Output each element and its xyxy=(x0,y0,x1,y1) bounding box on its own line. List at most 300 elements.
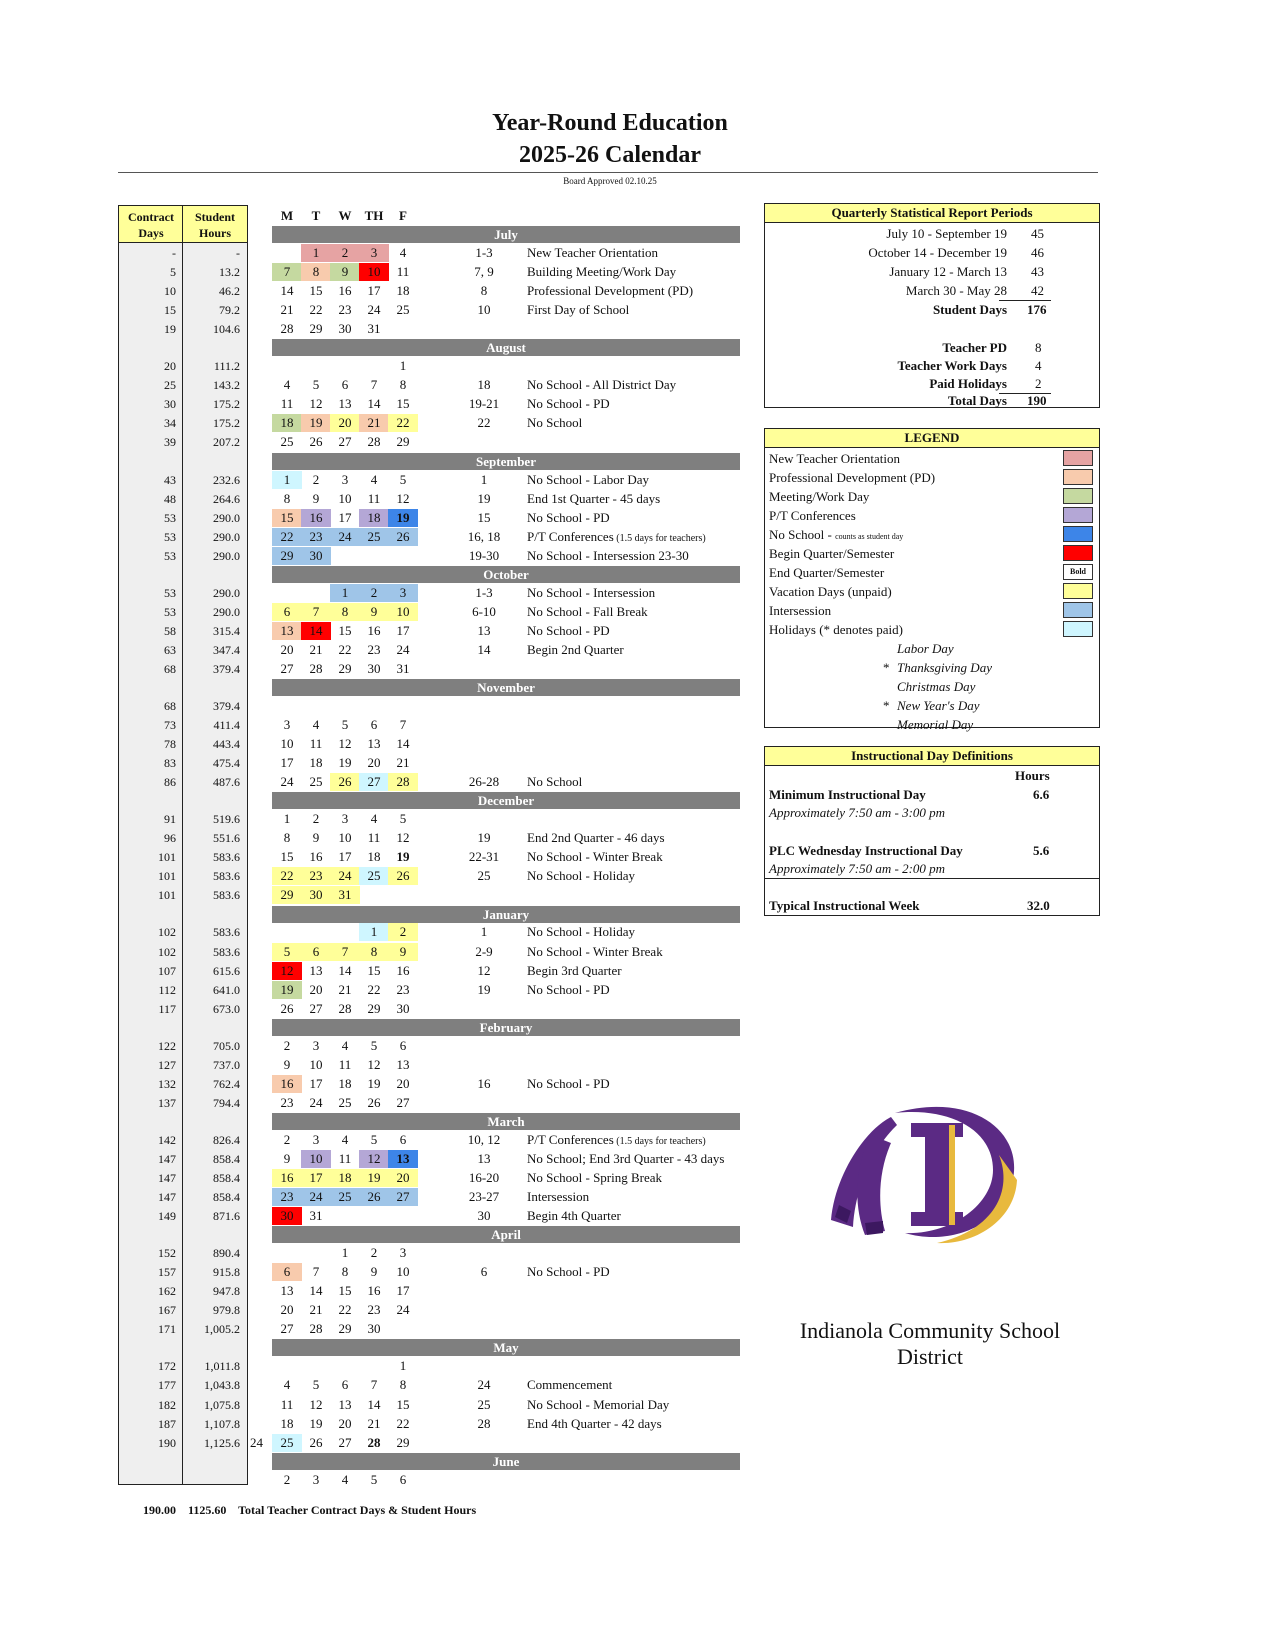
calendar-day: 6 xyxy=(341,1377,349,1392)
calendar-day: 5 xyxy=(399,472,407,487)
calendar-day: 28 xyxy=(367,434,381,449)
event-date: 25 xyxy=(477,868,491,883)
calendar-day: 18 xyxy=(396,283,410,298)
quarter-days: 43 xyxy=(1031,264,1044,279)
calendar-day: 9 xyxy=(370,1264,378,1279)
event-description: End 1st Quarter - 45 days xyxy=(527,491,661,506)
contract-days-cell: 39 xyxy=(164,435,176,449)
contract-days-cell: 171 xyxy=(158,1322,176,1336)
event-description: No School - PD xyxy=(527,1076,610,1091)
paid-holidays-label: Paid Holidays xyxy=(929,376,1007,391)
calendar-day: 10 xyxy=(388,603,418,621)
student-hours-cell: 1,011.8 xyxy=(204,1359,240,1373)
calendar-day: 12 xyxy=(309,396,323,411)
calendar-day: 15 xyxy=(272,509,302,527)
calendar-day: 5 xyxy=(341,717,349,732)
calendar-day: 19 xyxy=(338,755,352,770)
calendar-day: 19 xyxy=(396,849,410,864)
calendar-day: 3 xyxy=(312,1132,320,1147)
event-description: No School - PD xyxy=(527,1264,610,1279)
event-date: 26-28 xyxy=(468,774,500,789)
calendar-day: 14 xyxy=(309,1283,323,1298)
calendar-day: 11 xyxy=(280,396,294,411)
student-hours-cell: 583.6 xyxy=(213,850,240,864)
contract-days-cell: - xyxy=(172,246,176,260)
calendar-day: 25 xyxy=(359,867,389,885)
quarterly-report-box xyxy=(764,203,1100,408)
quarter-days: 42 xyxy=(1031,283,1044,298)
weekday-label: M xyxy=(280,208,294,223)
contract-days-cell: 48 xyxy=(164,492,176,506)
calendar-day: 21 xyxy=(280,302,294,317)
event-description: No School - Intersession 23-30 xyxy=(527,548,689,563)
quarter-period: July 10 - September 19 xyxy=(886,226,1007,241)
contract-days-cell: 101 xyxy=(158,888,176,902)
contract-days-cell: 187 xyxy=(158,1417,176,1431)
calendar-day: 1 xyxy=(341,1245,349,1260)
event-date: 22-31 xyxy=(468,849,500,864)
calendar-day: 31 xyxy=(330,886,360,904)
calendar-day: 13 xyxy=(388,1150,418,1168)
contract-days-cell: 86 xyxy=(164,775,176,789)
calendar-day: 22 xyxy=(338,642,352,657)
calendar-day: 27 xyxy=(280,661,294,676)
event-description: No School - Holiday xyxy=(527,868,635,883)
event-date: 1 xyxy=(480,472,488,487)
contract-days-cell: 147 xyxy=(158,1152,176,1166)
contract-days-cell: 83 xyxy=(164,756,176,770)
event-date: 30 xyxy=(477,1208,491,1223)
event-description: Begin 3rd Quarter xyxy=(527,963,622,978)
calendar-day: 8 xyxy=(283,830,291,845)
calendar-day: 21 xyxy=(338,982,352,997)
plc-day-label: PLC Wednesday Instructional Day xyxy=(769,843,963,858)
calendar-day: 1 xyxy=(272,471,302,489)
calendar-day: 19 xyxy=(388,509,418,527)
calendar-day: 9 xyxy=(330,263,360,281)
calendar-day: 18 xyxy=(367,849,381,864)
event-description: New Teacher Orientation xyxy=(527,245,658,260)
contract-days-cell: 73 xyxy=(164,718,176,732)
contract-days-cell: 152 xyxy=(158,1246,176,1260)
calendar-day: 3 xyxy=(388,584,418,602)
student-hours-cell: 737.0 xyxy=(213,1058,240,1072)
student-hours-cell: 858.4 xyxy=(213,1190,240,1204)
week-hours: 32.0 xyxy=(1027,898,1050,913)
calendar-day: 7 xyxy=(399,717,407,732)
event-date: 8 xyxy=(480,283,488,298)
student-hours-cell: 347.4 xyxy=(213,643,240,657)
calendar-day: 26 xyxy=(280,1001,294,1016)
weekday-label: F xyxy=(399,208,407,223)
event-date: 19 xyxy=(477,491,491,506)
event-date: 2-9 xyxy=(475,944,493,959)
calendar-day: 3 xyxy=(312,1038,320,1053)
student-hours-cell: 13.2 xyxy=(219,265,240,279)
calendar-day: 24 xyxy=(330,528,360,546)
month-header: December xyxy=(272,792,740,809)
contract-days-cell: 68 xyxy=(164,699,176,713)
calendar-day: 10 xyxy=(280,736,294,751)
calendar-day: 5 xyxy=(312,1377,320,1392)
calendar-day: 3 xyxy=(312,1472,320,1487)
event-date: 19-21 xyxy=(468,396,500,411)
calendar-day: 4 xyxy=(283,377,291,392)
event-date: 16 xyxy=(477,1076,491,1091)
calendar-day: 2 xyxy=(312,811,320,826)
event-date: 16-20 xyxy=(468,1170,500,1185)
calendar-day: 3 xyxy=(359,244,389,262)
student-hours-cell: 232.6 xyxy=(213,473,240,487)
calendar-day: 30 xyxy=(367,661,381,676)
contract-days-cell: 15 xyxy=(164,303,176,317)
total-days-label: Total Days xyxy=(947,393,1007,408)
contract-days-cell: 30 xyxy=(164,397,176,411)
district-name-line2: District xyxy=(897,1344,963,1369)
legend-item-label: Begin Quarter/Semester xyxy=(769,546,895,561)
indianola-i-logo xyxy=(825,1095,1035,1265)
work-days-label: Teacher Work Days xyxy=(897,358,1007,373)
contract-days-cell: 53 xyxy=(164,549,176,563)
teacher-pd-label: Teacher PD xyxy=(942,340,1007,355)
calendar-day: 25 xyxy=(309,774,323,789)
calendar-day: 10 xyxy=(301,1150,331,1168)
may-extra-day: 24 xyxy=(250,1435,263,1450)
quarterly-report-title: Quarterly Statistical Report Periods xyxy=(765,204,1099,223)
legend-item-label: Meeting/Work Day xyxy=(769,489,870,504)
calendar-day: 22 xyxy=(272,867,302,885)
student-hours-cell: 315.4 xyxy=(213,624,240,638)
calendar-day: 23 xyxy=(367,1302,381,1317)
calendar-day: 30 xyxy=(301,886,331,904)
calendar-day: 25 xyxy=(359,528,389,546)
calendar-day: 20 xyxy=(396,1076,410,1091)
calendar-day: 5 xyxy=(370,1132,378,1147)
event-description: First Day of School xyxy=(527,302,630,317)
student-hours-cell: 641.0 xyxy=(213,983,240,997)
totals-label: Total Teacher Contract Days & Student Hours xyxy=(238,1503,477,1517)
event-description: No School - Winter Break xyxy=(527,849,663,864)
calendar-day: 27 xyxy=(309,1001,323,1016)
student-hours-cell: 175.2 xyxy=(213,397,240,411)
calendar-day: 26 xyxy=(359,1188,389,1206)
event-description: No School - Winter Break xyxy=(527,944,663,959)
event-date: 19 xyxy=(477,982,491,997)
calendar-day: 23 xyxy=(396,982,410,997)
calendar-day: 13 xyxy=(309,963,323,978)
calendar-day: 21 xyxy=(309,642,323,657)
legend-swatch xyxy=(1063,621,1093,637)
calendar-day: 29 xyxy=(396,434,410,449)
calendar-day: 13 xyxy=(272,622,302,640)
contract-days-cell: 132 xyxy=(158,1077,176,1091)
contract-days-cell: 96 xyxy=(164,831,176,845)
calendar-day: 1 xyxy=(283,811,291,826)
legend-swatch xyxy=(1063,450,1093,466)
event-description: No School - PD xyxy=(527,396,610,411)
event-description: No School xyxy=(527,415,583,430)
contract-days-cell: 78 xyxy=(164,737,176,751)
calendar-day: 28 xyxy=(280,321,294,336)
holiday-name: Thanksgiving Day xyxy=(897,660,992,675)
event-date: 22 xyxy=(477,415,491,430)
calendar-day: 20 xyxy=(280,1302,294,1317)
calendar-day: 23 xyxy=(301,528,331,546)
calendar-day: 6 xyxy=(399,1472,407,1487)
calendar-day: 31 xyxy=(396,661,410,676)
calendar-day: 23 xyxy=(367,642,381,657)
calendar-day: 15 xyxy=(338,623,352,638)
calendar-day: 22 xyxy=(309,302,323,317)
calendar-day: 28 xyxy=(338,1001,352,1016)
calendar-day: 5 xyxy=(399,811,407,826)
event-description: No School - PD xyxy=(527,623,610,638)
month-header: February xyxy=(272,1019,740,1036)
legend-item-label: Intersession xyxy=(769,603,832,618)
contract-days-cell: 147 xyxy=(158,1171,176,1185)
calendar-day: 10 xyxy=(309,1057,323,1072)
contract-days-cell: 53 xyxy=(164,530,176,544)
legend-swatch xyxy=(1063,469,1093,485)
hours-header: Hours xyxy=(1015,768,1050,783)
student-hours-cell: 290.0 xyxy=(213,511,240,525)
contract-days-cell: 53 xyxy=(164,511,176,525)
week-label: Typical Instructional Week xyxy=(769,898,920,913)
calendar-day: 19 xyxy=(272,981,302,999)
legend-swatch xyxy=(1063,583,1093,599)
calendar-day: 15 xyxy=(280,849,294,864)
event-date: 13 xyxy=(477,1151,491,1166)
calendar-day: 21 xyxy=(309,1302,323,1317)
calendar-day: 19 xyxy=(359,1169,389,1187)
calendar-day: 30 xyxy=(301,547,331,565)
legend-swatch xyxy=(1063,526,1093,542)
student-days-value: 176 xyxy=(1027,302,1047,317)
legend-item-label: P/T Conferences xyxy=(769,508,856,523)
quarter-days: 45 xyxy=(1031,226,1044,241)
calendar-day: 18 xyxy=(272,414,302,432)
calendar-day: 19 xyxy=(301,414,331,432)
holiday-name: Memorial Day xyxy=(897,717,974,732)
event-description: End 4th Quarter - 42 days xyxy=(527,1416,662,1431)
calendar-day: 11 xyxy=(367,491,381,506)
student-hours-header: Student Hours xyxy=(182,205,248,243)
event-date: 28 xyxy=(477,1416,491,1431)
calendar-day: 18 xyxy=(280,1416,294,1431)
contract-days-cell: 102 xyxy=(158,945,176,959)
event-description: Begin 4th Quarter xyxy=(527,1208,621,1223)
student-hours-cell: 947.8 xyxy=(213,1284,240,1298)
calendar-day: 16 xyxy=(367,623,381,638)
calendar-day: 26 xyxy=(388,867,418,885)
student-hours-cell: 379.4 xyxy=(213,699,240,713)
calendar-day: 12 xyxy=(367,1057,381,1072)
event-description: P/T Conferences (1.5 days for teachers) xyxy=(527,1132,706,1147)
event-date: 18 xyxy=(477,377,491,392)
total-days-value: 190 xyxy=(1027,393,1047,408)
instructional-divider xyxy=(765,878,1099,879)
calendar-day: 22 xyxy=(272,528,302,546)
calendar-day: 2 xyxy=(330,244,360,262)
calendar-day: 9 xyxy=(283,1057,291,1072)
calendar-day: 20 xyxy=(330,414,360,432)
month-header: September xyxy=(272,453,740,470)
calendar-day: 19 xyxy=(309,1416,323,1431)
student-hours-cell: 1,005.2 xyxy=(204,1322,240,1336)
month-header: May xyxy=(272,1339,740,1356)
contract-days-cell: 58 xyxy=(164,624,176,638)
calendar-day: 4 xyxy=(341,1132,349,1147)
calendar-day: 14 xyxy=(301,622,331,640)
month-header: August xyxy=(272,339,740,356)
calendar-day: 26 xyxy=(388,528,418,546)
contract-days-cell: 10 xyxy=(164,284,176,298)
calendar-day: 25 xyxy=(338,1095,352,1110)
legend-title: LEGEND xyxy=(765,429,1099,448)
student-hours-cell: - xyxy=(236,246,240,260)
event-description: No School - PD xyxy=(527,982,610,997)
calendar-day: 8 xyxy=(399,1377,407,1392)
event-description: Begin 2nd Quarter xyxy=(527,642,624,657)
contract-days-cell: 20 xyxy=(164,359,176,373)
quarter-days: 46 xyxy=(1031,245,1044,260)
calendar-day: 8 xyxy=(359,943,389,961)
contract-days-cell: 117 xyxy=(158,1002,176,1016)
student-hours-cell: 143.2 xyxy=(213,378,240,392)
min-day-label: Minimum Instructional Day xyxy=(769,787,926,802)
calendar-day: 16 xyxy=(272,1169,302,1187)
contract-days-cell: 102 xyxy=(158,925,176,939)
student-hours-cell: 551.6 xyxy=(213,831,240,845)
legend-item-label: End Quarter/Semester xyxy=(769,565,885,580)
calendar-day: 29 xyxy=(338,1321,352,1336)
calendar-day: 10 xyxy=(338,491,352,506)
calendar-day: 7 xyxy=(370,1377,378,1392)
calendar-day: 4 xyxy=(341,1038,349,1053)
student-hours-cell: 443.4 xyxy=(213,737,240,751)
calendar-day: 15 xyxy=(396,396,410,411)
calendar-day: 9 xyxy=(312,830,320,845)
calendar-day: 26 xyxy=(330,773,360,791)
contract-days-cell: 167 xyxy=(158,1303,176,1317)
calendar-day: 25 xyxy=(396,302,410,317)
calendar-day: 8 xyxy=(330,603,360,621)
calendar-day: 8 xyxy=(301,263,331,281)
legend-item-label: Vacation Days (unpaid) xyxy=(769,584,892,599)
legend-note: counts as student day xyxy=(835,532,904,541)
holiday-name: Christmas Day xyxy=(897,679,976,694)
calendar-day: 8 xyxy=(283,491,291,506)
calendar-day: 21 xyxy=(359,414,389,432)
calendar-day: 17 xyxy=(338,510,352,525)
event-description: No School - All District Day xyxy=(527,377,677,392)
calendar-day: 14 xyxy=(280,283,294,298)
calendar-day: 24 xyxy=(280,774,294,789)
calendar-day: 3 xyxy=(341,472,349,487)
student-hours-cell: 583.6 xyxy=(213,869,240,883)
month-header: October xyxy=(272,566,740,583)
calendar-day: 2 xyxy=(388,923,418,941)
event-date: 19-30 xyxy=(468,548,500,563)
calendar-day: 11 xyxy=(309,736,323,751)
calendar-day: 1 xyxy=(399,1358,407,1373)
calendar-day: 30 xyxy=(367,1321,381,1336)
approval-note: Board Approved 02.10.25 xyxy=(563,176,657,186)
student-hours-cell: 915.8 xyxy=(213,1265,240,1279)
calendar-day: 15 xyxy=(309,283,323,298)
student-hours-cell: 871.6 xyxy=(213,1209,240,1223)
legend-swatch xyxy=(1063,488,1093,504)
calendar-day: 24 xyxy=(396,642,410,657)
instructional-title: Instructional Day Definitions xyxy=(765,747,1099,766)
month-header: April xyxy=(272,1226,740,1243)
student-hours-cell: 1,043.8 xyxy=(204,1378,240,1392)
contract-days-cell: 101 xyxy=(158,869,176,883)
calendar-day: 22 xyxy=(396,1416,410,1431)
calendar-day: 7 xyxy=(312,1264,320,1279)
calendar-day: 29 xyxy=(309,321,323,336)
holiday-name: Labor Day xyxy=(897,641,954,656)
student-hours-cell: 475.4 xyxy=(213,756,240,770)
event-date: 10, 12 xyxy=(467,1132,501,1147)
student-hours-cell: 487.6 xyxy=(213,775,240,789)
event-description: No School - Labor Day xyxy=(527,472,650,487)
calendar-day: 17 xyxy=(367,283,381,298)
work-days-value: 4 xyxy=(1035,358,1042,373)
calendar-day: 12 xyxy=(396,491,410,506)
student-hours-cell: 1,107.8 xyxy=(204,1417,240,1431)
calendar-day: 12 xyxy=(359,1150,389,1168)
calendar-day: 30 xyxy=(272,1207,302,1225)
calendar-day: 7 xyxy=(330,943,360,961)
calendar-day: 3 xyxy=(283,717,291,732)
calendar-day: 6 xyxy=(399,1132,407,1147)
calendar-day: 3 xyxy=(341,811,349,826)
calendar-day: 2 xyxy=(283,1132,291,1147)
calendar-day: 21 xyxy=(367,1416,381,1431)
event-date: 15 xyxy=(477,510,491,525)
event-date: 12 xyxy=(477,963,491,978)
legend-item-label: New Teacher Orientation xyxy=(769,451,900,466)
contract-days-cell: 137 xyxy=(158,1096,176,1110)
total-student-hours: 1125.60 xyxy=(188,1503,227,1517)
calendar-day: 31 xyxy=(367,321,381,336)
student-hours-cell: 379.4 xyxy=(213,662,240,676)
calendar-day: 27 xyxy=(388,1188,418,1206)
calendar-day: 6 xyxy=(341,377,349,392)
calendar-day: 25 xyxy=(330,1188,360,1206)
calendar-day: 30 xyxy=(396,1001,410,1016)
calendar-day: 16 xyxy=(309,849,323,864)
calendar-day: 7 xyxy=(370,377,378,392)
contract-days-cell: 182 xyxy=(158,1398,176,1412)
pt-note: (1.5 days for teachers) xyxy=(613,1136,706,1147)
calendar-day: 13 xyxy=(396,1057,410,1072)
calendar-day: 4 xyxy=(370,472,378,487)
event-date: 25 xyxy=(477,1397,491,1412)
student-hours-cell: 979.8 xyxy=(213,1303,240,1317)
calendar-day: 18 xyxy=(359,509,389,527)
calendar-day: 9 xyxy=(312,491,320,506)
month-header: January xyxy=(272,906,740,923)
calendar-day: 1 xyxy=(399,358,407,373)
calendar-day: 19 xyxy=(367,1076,381,1091)
calendar-day: 26 xyxy=(367,1095,381,1110)
calendar-day: 4 xyxy=(283,1377,291,1392)
student-hours-cell: 290.0 xyxy=(213,605,240,619)
calendar-day: 29 xyxy=(338,661,352,676)
event-description: No School - Spring Break xyxy=(527,1170,663,1185)
